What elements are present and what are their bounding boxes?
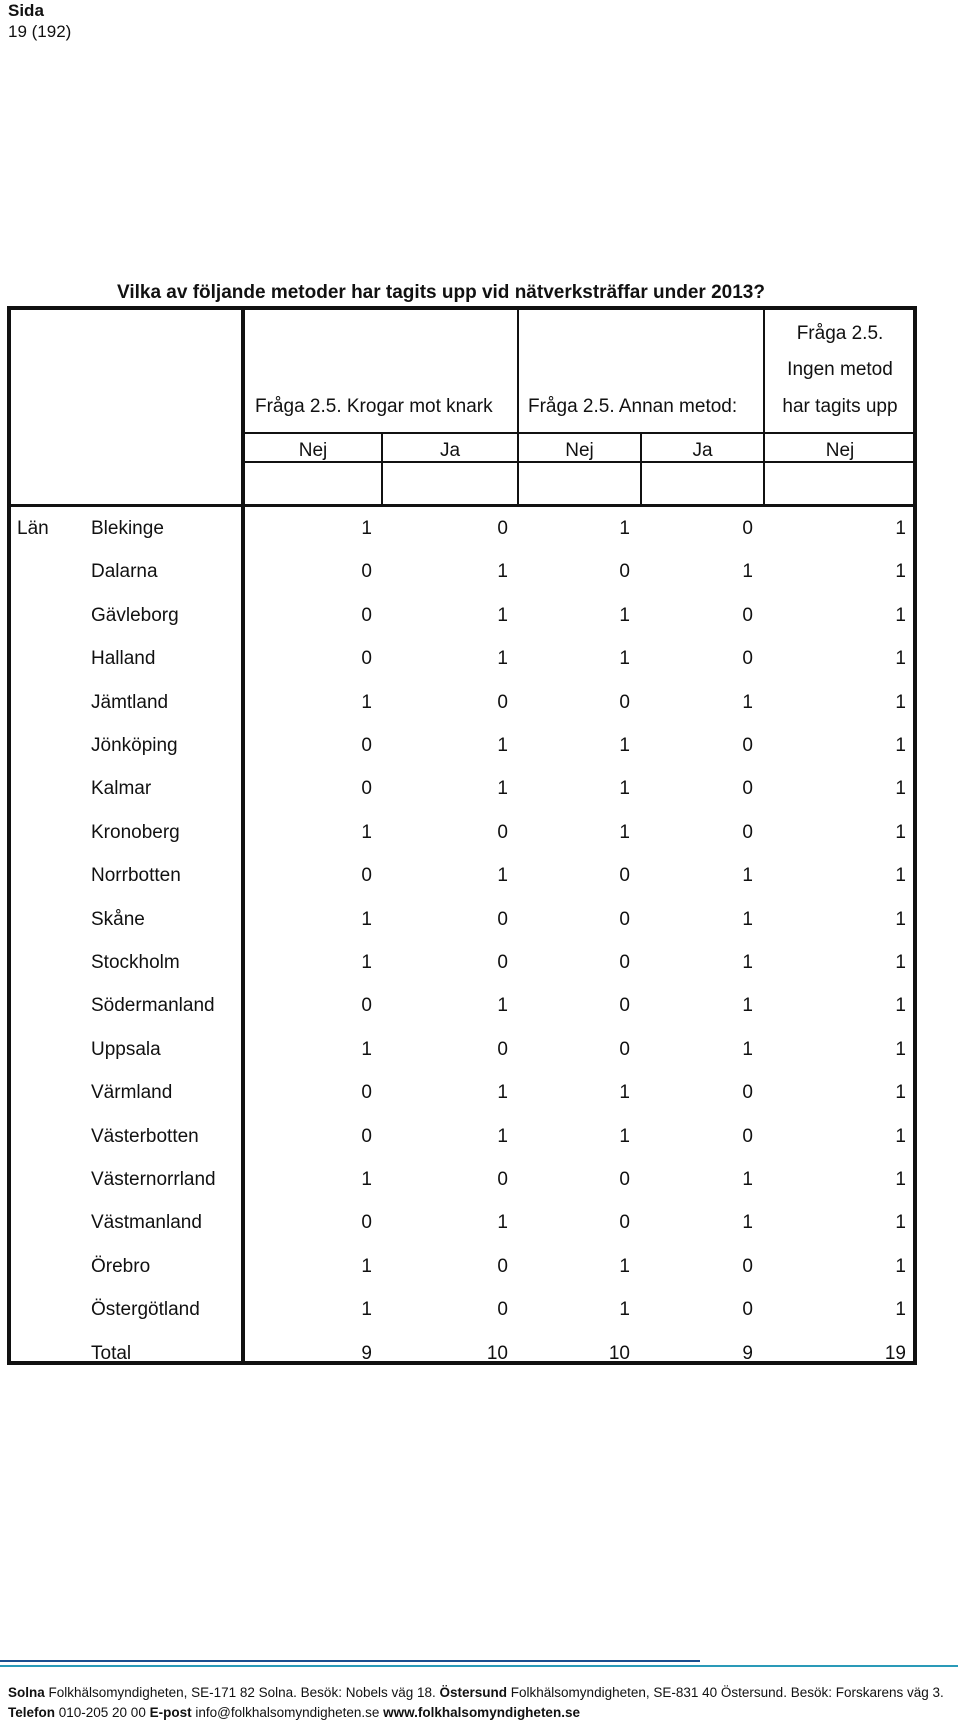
table-cell: 0 — [361, 1212, 372, 1233]
subheader-krogar-ja: Ja — [439, 440, 461, 461]
table-cell: 0 — [497, 1039, 508, 1060]
page-label: Sida — [8, 1, 44, 20]
table-cell: 0 — [361, 1126, 372, 1147]
table-cell: 0 — [497, 692, 508, 713]
footer-text: Folkhälsomyndigheten, SE-171 82 Solna. Besök: Nobels väg 18. — [44, 1685, 440, 1700]
footer-address-line — [8, 1684, 944, 1701]
table-title: Vilka av följande metoder har tagits upp vid nätverksträffar under 2013? — [117, 282, 765, 303]
row-label: Östergötland — [91, 1299, 200, 1320]
table-cell: 1 — [497, 865, 508, 886]
row-label: Västmanland — [91, 1212, 202, 1233]
table-cell: 1 — [497, 1212, 508, 1233]
table-cell: 1 — [895, 1039, 906, 1060]
subheader-annan-nej: Nej — [565, 440, 594, 461]
table-cell: 1 — [361, 1039, 372, 1060]
table-cell: 9 — [742, 1343, 753, 1364]
table-cell: 1 — [895, 778, 906, 799]
table-cell: 0 — [497, 1299, 508, 1320]
page-header — [8, 0, 71, 42]
row-label: Halland — [91, 648, 156, 669]
table-cell: 0 — [742, 778, 753, 799]
table-cell: 1 — [742, 1212, 753, 1233]
table-cell: 0 — [742, 1126, 753, 1147]
table-cell: 1 — [361, 518, 372, 539]
table-cell: 0 — [361, 648, 372, 669]
table-cell: 0 — [619, 1039, 630, 1060]
table-cell: 1 — [742, 909, 753, 930]
table-cell: 1 — [361, 822, 372, 843]
table-cell: 1 — [742, 692, 753, 713]
row-label: Skåne — [91, 909, 145, 930]
table-cell: 1 — [895, 1256, 906, 1277]
row-label: Dalarna — [91, 561, 158, 582]
table-cell: 1 — [361, 1169, 372, 1190]
table-cell: 1 — [895, 1126, 906, 1147]
table-cell: 1 — [619, 778, 630, 799]
footer-text: www.folkhalsomyndigheten.se — [383, 1705, 580, 1720]
table-cell: 0 — [619, 692, 630, 713]
table-cell: 0 — [497, 1256, 508, 1277]
row-label: Kalmar — [91, 778, 152, 799]
footer-contact-line — [8, 1704, 580, 1721]
header-krogar: Fråga 2.5. Krogar mot knark — [255, 396, 493, 417]
table-cell: 1 — [895, 1212, 906, 1233]
grid-line-v-1 — [241, 306, 245, 1365]
row-label: Södermanland — [91, 995, 215, 1016]
row-label: Blekinge — [91, 518, 164, 539]
table-cell: 1 — [742, 561, 753, 582]
table-cell: 1 — [895, 1082, 906, 1103]
table-cell: 0 — [361, 995, 372, 1016]
footer-text: Östersund — [439, 1685, 508, 1700]
table-cell: 1 — [895, 561, 906, 582]
table-cell: 1 — [742, 865, 753, 886]
table-cell: 1 — [497, 1082, 508, 1103]
table-cell: 1 — [497, 735, 508, 756]
row-label: Västernorrland — [91, 1169, 216, 1190]
table-cell: 0 — [497, 952, 508, 973]
table-cell: 0 — [742, 605, 753, 626]
table-cell: 0 — [361, 778, 372, 799]
table-cell: 1 — [895, 1299, 906, 1320]
table-cell: 1 — [497, 561, 508, 582]
table-cell: 0 — [361, 1082, 372, 1103]
table-cell: 0 — [742, 735, 753, 756]
row-label: Uppsala — [91, 1039, 161, 1060]
table-cell: 0 — [619, 952, 630, 973]
header-ingen-line1: Fråga 2.5. — [796, 323, 884, 344]
row-label: Kronoberg — [91, 822, 180, 843]
table-cell: 0 — [619, 1169, 630, 1190]
footer-text: info@folkhalsomyndigheten.se — [191, 1705, 384, 1720]
footer-text: Folkhälsomyndigheten, SE-831 40 Östersund. Besök: Forskarens väg 3. — [507, 1685, 944, 1700]
table-cell: 1 — [361, 692, 372, 713]
table-cell: 0 — [361, 865, 372, 886]
table-cell: 1 — [895, 1169, 906, 1190]
footer-text: Solna — [8, 1685, 45, 1700]
table-cell: 0 — [361, 605, 372, 626]
table-cell: 19 — [884, 1343, 906, 1364]
grid-line-h-3 — [7, 504, 917, 507]
table-cell: 1 — [619, 1256, 630, 1277]
table-cell: 0 — [619, 561, 630, 582]
table-cell: 1 — [619, 1082, 630, 1103]
table-cell: 1 — [742, 952, 753, 973]
table-cell: 1 — [619, 648, 630, 669]
table-cell: 0 — [619, 865, 630, 886]
row-label: Jämtland — [91, 692, 169, 713]
row-label: Västerbotten — [91, 1126, 199, 1147]
table-cell: 0 — [742, 1256, 753, 1277]
header-ingen-line3: har tagits upp — [782, 396, 898, 417]
row-label: Total — [91, 1343, 132, 1364]
table-cell: 0 — [361, 735, 372, 756]
header-ingen-line2: Ingen metod — [787, 359, 893, 380]
table-cell: 0 — [742, 822, 753, 843]
table-cell: 0 — [497, 1169, 508, 1190]
table-cell: 1 — [895, 692, 906, 713]
table-cell: 1 — [742, 1039, 753, 1060]
subheader-ingen-nej: Nej — [825, 440, 855, 461]
table-cell: 1 — [361, 952, 372, 973]
table-cell: 1 — [895, 822, 906, 843]
row-label: Gävleborg — [91, 605, 179, 626]
table-cell: 0 — [619, 909, 630, 930]
table-cell: 1 — [895, 648, 906, 669]
table-cell: 0 — [742, 1299, 753, 1320]
subheader-krogar-nej: Nej — [298, 440, 328, 461]
table-cell: 1 — [742, 995, 753, 1016]
table-cell: 1 — [895, 995, 906, 1016]
footer-text: Telefon — [8, 1705, 55, 1720]
table-cell: 1 — [361, 1256, 372, 1277]
table-cell: 1 — [619, 1299, 630, 1320]
table-cell: 0 — [497, 909, 508, 930]
table-cell: 1 — [895, 518, 906, 539]
table-cell: 1 — [895, 605, 906, 626]
footer-text: 010-205 20 00 — [55, 1705, 150, 1720]
table-cell: 1 — [895, 735, 906, 756]
table-cell: 0 — [742, 518, 753, 539]
table-cell: 1 — [619, 605, 630, 626]
table-cell: 1 — [619, 1126, 630, 1147]
table-cell: 1 — [619, 822, 630, 843]
table-cell: 0 — [619, 995, 630, 1016]
table-cell: 10 — [486, 1343, 508, 1364]
footer-rule-blue — [0, 1660, 700, 1662]
table-cell: 1 — [895, 865, 906, 886]
table-cell: 1 — [497, 605, 508, 626]
row-group-label: Län — [17, 518, 49, 539]
grid-line-v-2 — [517, 306, 519, 506]
table-cell: 0 — [361, 561, 372, 582]
row-label: Örebro — [91, 1256, 151, 1277]
table-cell: 1 — [497, 778, 508, 799]
row-label: Jönköping — [91, 735, 178, 756]
header-annan: Fråga 2.5. Annan metod: — [528, 396, 738, 417]
row-label: Stockholm — [91, 952, 180, 973]
table-cell: 9 — [361, 1343, 372, 1364]
footer-rule-teal — [0, 1665, 958, 1667]
table-cell: 0 — [619, 1212, 630, 1233]
table-cell: 0 — [742, 1082, 753, 1103]
table-cell: 0 — [742, 648, 753, 669]
table-cell: 1 — [619, 518, 630, 539]
subheader-annan-ja: Ja — [692, 440, 713, 461]
grid-line-h-1 — [241, 432, 917, 434]
footer-text: E-post — [149, 1705, 192, 1720]
table-cell: 1 — [361, 909, 372, 930]
table-cell: 1 — [497, 995, 508, 1016]
table-cell: 1 — [619, 735, 630, 756]
row-label: Värmland — [91, 1082, 173, 1103]
table-cell: 0 — [497, 822, 508, 843]
table-cell: 1 — [497, 648, 508, 669]
table-cell: 1 — [895, 909, 906, 930]
table-cell: 1 — [742, 1169, 753, 1190]
table-cell: 0 — [497, 518, 508, 539]
table-cell: 1 — [361, 1299, 372, 1320]
page-number: 19 (192) — [8, 22, 72, 41]
table-cell: 1 — [497, 1126, 508, 1147]
table-cell: 10 — [608, 1343, 630, 1364]
row-label: Norrbotten — [91, 865, 181, 886]
table-cell: 1 — [895, 952, 906, 973]
